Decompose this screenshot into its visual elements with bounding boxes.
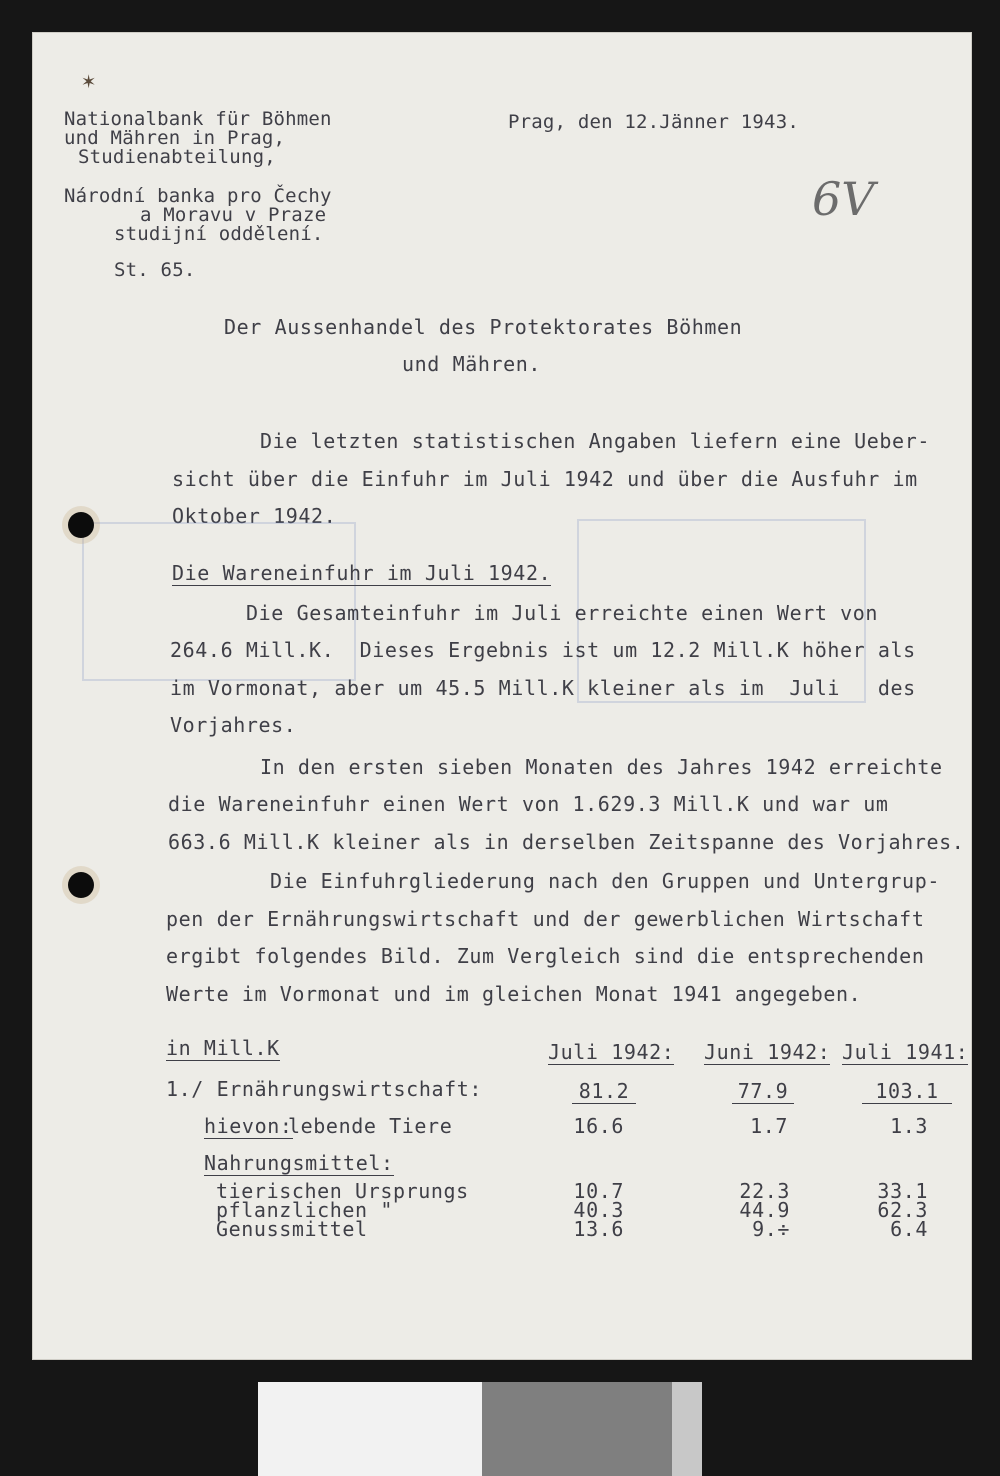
p2-line-2: die Wareneinfuhr einen Wert von 1.629.3 Mill.K und war um <box>168 792 889 816</box>
table-row-1-value-3: 33.1 <box>877 1179 928 1203</box>
table-row-2-value-3: 62.3 <box>877 1198 928 1222</box>
table-row-2-value-2: 44.9 <box>739 1198 790 1222</box>
table-row-2-label: pflanzlichen " <box>216 1198 393 1222</box>
p2-line-3: 663.6 Mill.K kleiner als in derselben Zeitspanne des Vorjahres. <box>168 830 965 854</box>
intro-line-1: Die letzten statistischen Angaben liefern eine Ueber- <box>260 429 930 453</box>
table-row-1-value-2: 22.3 <box>739 1179 790 1203</box>
p1-line-2: 264.6 Mill.K. Dieses Ergebnis ist um 12.2 Mill.K höher als <box>170 638 916 662</box>
p3-line-1: Die Einfuhrgliederung nach den Gruppen und Untergrup- <box>270 869 940 893</box>
table-unit-label: in Mill.K <box>166 1036 280 1060</box>
table-live-animals-value-1: 16.6 <box>573 1114 624 1138</box>
sender-cz-line-2: a Moravu v Praze <box>140 204 327 226</box>
reference-number: St. 65. <box>114 259 196 281</box>
document-page <box>32 32 972 1360</box>
table-row-1-value-1: 10.7 <box>573 1179 624 1203</box>
punch-hole-bottom <box>68 872 94 898</box>
table-col-header-2: Juni 1942: <box>704 1040 831 1064</box>
sender-cz-line-1: Národní banka pro Čechy <box>64 185 332 207</box>
sender-de-line-2: und Mähren in Prag, <box>64 127 286 149</box>
document-title-line-2: und Mähren. <box>402 352 542 376</box>
table-live-animals-value-2: 1.7 <box>750 1114 788 1138</box>
table-row-3-value-1: 13.6 <box>573 1217 624 1241</box>
sender-de-line-1: Nationalbank für Böhmen <box>64 108 332 130</box>
table-group-value-3: 103.1 <box>862 1082 952 1104</box>
table-row-3-value-2: 9.÷ <box>752 1217 790 1241</box>
sender-de-line-3: Studienabteilung, <box>78 146 276 168</box>
p1-line-3: im Vormonat, aber um 45.5 Mill.K kleiner als im Juli des <box>170 676 916 700</box>
sender-cz-line-3: studijní oddělení. <box>114 223 324 245</box>
table-col-header-3: Juli 1941: <box>842 1040 969 1064</box>
table-group-value-1: 81.2 <box>572 1082 636 1104</box>
table-row-3-value-3: 6.4 <box>890 1217 928 1241</box>
section-heading: Die Wareneinfuhr im Juli 1942. <box>172 561 552 585</box>
table-row-3-label: Genussmittel <box>216 1217 368 1241</box>
intro-line-3: Oktober 1942. <box>172 504 337 528</box>
p3-line-3: ergibt folgendes Bild. Zum Vergleich sind die entsprechenden <box>166 944 925 968</box>
calibration-bar-gray <box>482 1382 672 1476</box>
document-title-line-1: Der Aussenhandel des Protektorates Böhmen <box>224 315 743 339</box>
p1-line-1: Die Gesamteinfuhr im Juli erreichte einen Wert von <box>246 601 879 625</box>
calibration-bar-light <box>672 1382 702 1476</box>
handwritten-mark: 6V <box>812 172 875 226</box>
table-row-2-value-1: 40.3 <box>573 1198 624 1222</box>
p3-line-4: Werte im Vormonat und im gleichen Monat 1941 angegeben. <box>166 982 862 1006</box>
table-food-label: Nahrungsmittel: <box>204 1151 394 1175</box>
table-group-value-2: 77.9 <box>732 1082 794 1104</box>
p3-line-2: pen der Ernährungswirtschaft und der gewerblichen Wirtschaft <box>166 907 925 931</box>
star-mark-icon: ✶ <box>82 69 96 94</box>
table-row-1-label: tierischen Ursprungs <box>216 1179 469 1203</box>
p2-line-1: In den ersten sieben Monaten des Jahres 1942 erreichte <box>260 755 943 779</box>
table-group-label: 1./ Ernährungswirtschaft: <box>166 1077 483 1101</box>
p1-line-4: Vorjahres. <box>170 713 297 737</box>
intro-line-2: sicht über die Einfuhr im Juli 1942 und über die Ausfuhr im <box>172 467 918 491</box>
punch-hole-top <box>68 512 94 538</box>
table-live-animals-value-3: 1.3 <box>890 1114 928 1138</box>
table-live-animals-label: lebende Tiere <box>288 1114 453 1138</box>
table-hievon-label: hievon: <box>204 1114 293 1138</box>
place-date: Prag, den 12.Jänner 1943. <box>508 111 799 133</box>
calibration-bar-white <box>258 1382 482 1476</box>
table-col-header-1: Juli 1942: <box>548 1040 675 1064</box>
